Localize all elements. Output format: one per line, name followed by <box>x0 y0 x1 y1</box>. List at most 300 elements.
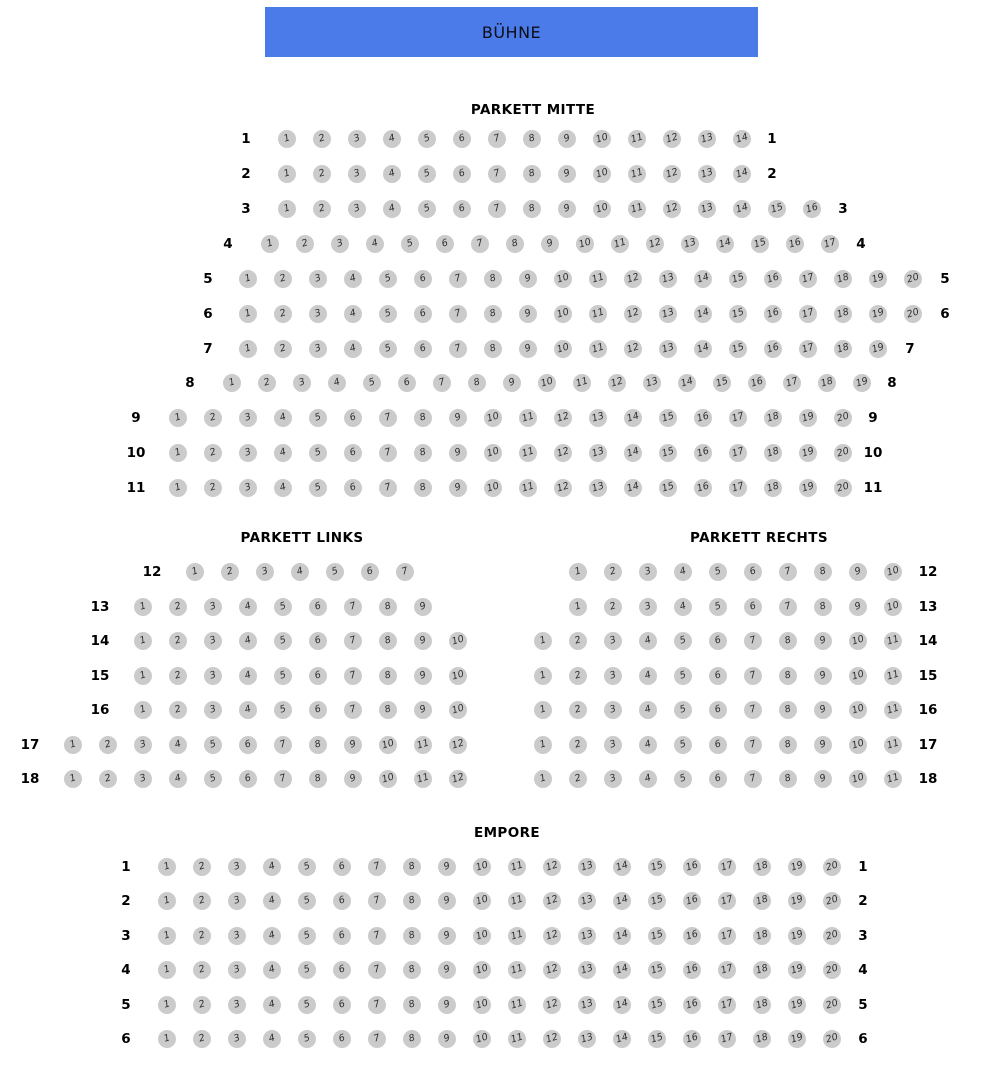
seat-parkett-mitte-row7-11[interactable] <box>589 340 607 358</box>
seat-parkett-mitte-row7-15[interactable] <box>729 340 747 358</box>
seat-parkett-mitte-row10-11[interactable] <box>519 444 537 462</box>
seat-parkett-links-row16-7[interactable] <box>344 701 362 719</box>
seat-parkett-mitte-row8-2[interactable] <box>258 374 276 392</box>
seat-empore-row5-17[interactable] <box>718 996 736 1014</box>
seat-parkett-mitte-row9-15[interactable] <box>659 409 677 427</box>
seat-parkett-rechts-row12-7[interactable] <box>779 563 797 581</box>
seat-parkett-rechts-row18-11[interactable] <box>884 770 902 788</box>
seat-parkett-rechts-row12-4[interactable] <box>674 563 692 581</box>
seat-parkett-mitte-row9-1[interactable] <box>169 409 187 427</box>
seat-parkett-mitte-row1-4[interactable] <box>383 130 401 148</box>
seat-empore-row3-10[interactable] <box>473 927 491 945</box>
seat-parkett-rechts-row15-5[interactable] <box>674 667 692 685</box>
seat-parkett-mitte-row1-11[interactable] <box>628 130 646 148</box>
seat-empore-row1-3[interactable] <box>228 858 246 876</box>
seat-parkett-mitte-row10-1[interactable] <box>169 444 187 462</box>
seat-parkett-links-row12-1[interactable] <box>186 563 204 581</box>
seat-parkett-rechts-row15-9[interactable] <box>814 667 832 685</box>
seat-empore-row1-6[interactable] <box>333 858 351 876</box>
seat-parkett-links-row14-4[interactable] <box>239 632 257 650</box>
seat-empore-row5-2[interactable] <box>193 996 211 1014</box>
seat-empore-row3-15[interactable] <box>648 927 666 945</box>
seat-parkett-links-row18-6[interactable] <box>239 770 257 788</box>
seat-parkett-mitte-row10-8[interactable] <box>414 444 432 462</box>
seat-empore-row4-15[interactable] <box>648 961 666 979</box>
seat-parkett-mitte-row2-6[interactable] <box>453 165 471 183</box>
seat-parkett-mitte-row3-7[interactable] <box>488 200 506 218</box>
seat-parkett-mitte-row8-4[interactable] <box>328 374 346 392</box>
seat-parkett-mitte-row4-15[interactable] <box>751 235 769 253</box>
seat-parkett-mitte-row10-5[interactable] <box>309 444 327 462</box>
seat-parkett-links-row15-7[interactable] <box>344 667 362 685</box>
seat-parkett-mitte-row10-17[interactable] <box>729 444 747 462</box>
seat-parkett-rechts-row17-3[interactable] <box>604 736 622 754</box>
seat-parkett-mitte-row5-10[interactable] <box>554 270 572 288</box>
seat-empore-row6-3[interactable] <box>228 1030 246 1048</box>
seat-empore-row4-6[interactable] <box>333 961 351 979</box>
seat-parkett-mitte-row6-8[interactable] <box>484 305 502 323</box>
seat-parkett-links-row18-7[interactable] <box>274 770 292 788</box>
seat-parkett-mitte-row11-20[interactable] <box>834 479 852 497</box>
seat-empore-row4-13[interactable] <box>578 961 596 979</box>
seat-empore-row1-5[interactable] <box>298 858 316 876</box>
seat-parkett-rechts-row14-8[interactable] <box>779 632 797 650</box>
seat-parkett-mitte-row2-3[interactable] <box>348 165 366 183</box>
seat-parkett-rechts-row14-4[interactable] <box>639 632 657 650</box>
seat-empore-row6-12[interactable] <box>543 1030 561 1048</box>
seat-parkett-mitte-row11-15[interactable] <box>659 479 677 497</box>
seat-parkett-mitte-row6-2[interactable] <box>274 305 292 323</box>
seat-parkett-mitte-row7-9[interactable] <box>519 340 537 358</box>
seat-parkett-links-row15-1[interactable] <box>134 667 152 685</box>
seat-empore-row5-3[interactable] <box>228 996 246 1014</box>
seat-empore-row5-4[interactable] <box>263 996 281 1014</box>
seat-parkett-links-row12-6[interactable] <box>361 563 379 581</box>
seat-parkett-rechts-row17-2[interactable] <box>569 736 587 754</box>
seat-parkett-links-row12-4[interactable] <box>291 563 309 581</box>
seat-parkett-rechts-row18-9[interactable] <box>814 770 832 788</box>
seat-parkett-mitte-row5-11[interactable] <box>589 270 607 288</box>
seat-parkett-mitte-row6-12[interactable] <box>624 305 642 323</box>
seat-parkett-mitte-row11-9[interactable] <box>449 479 467 497</box>
seat-empore-row4-5[interactable] <box>298 961 316 979</box>
seat-empore-row3-9[interactable] <box>438 927 456 945</box>
seat-parkett-mitte-row10-15[interactable] <box>659 444 677 462</box>
seat-parkett-rechts-row17-6[interactable] <box>709 736 727 754</box>
seat-parkett-mitte-row5-18[interactable] <box>834 270 852 288</box>
seat-parkett-mitte-row9-6[interactable] <box>344 409 362 427</box>
seat-parkett-rechts-row18-7[interactable] <box>744 770 762 788</box>
seat-parkett-links-row18-3[interactable] <box>134 770 152 788</box>
seat-parkett-rechts-row15-11[interactable] <box>884 667 902 685</box>
seat-parkett-mitte-row4-4[interactable] <box>366 235 384 253</box>
seat-parkett-mitte-row2-11[interactable] <box>628 165 646 183</box>
seat-empore-row5-5[interactable] <box>298 996 316 1014</box>
seat-empore-row2-4[interactable] <box>263 892 281 910</box>
seat-parkett-rechts-row14-7[interactable] <box>744 632 762 650</box>
seat-empore-row1-19[interactable] <box>788 858 806 876</box>
seat-empore-row3-17[interactable] <box>718 927 736 945</box>
seat-empore-row1-14[interactable] <box>613 858 631 876</box>
seat-parkett-mitte-row4-16[interactable] <box>786 235 804 253</box>
seat-parkett-rechts-row17-8[interactable] <box>779 736 797 754</box>
seat-parkett-mitte-row3-13[interactable] <box>698 200 716 218</box>
seat-parkett-mitte-row5-9[interactable] <box>519 270 537 288</box>
seat-parkett-mitte-row10-13[interactable] <box>589 444 607 462</box>
seat-empore-row3-13[interactable] <box>578 927 596 945</box>
seat-parkett-mitte-row3-1[interactable] <box>278 200 296 218</box>
seat-empore-row2-16[interactable] <box>683 892 701 910</box>
seat-parkett-mitte-row7-8[interactable] <box>484 340 502 358</box>
seat-empore-row5-8[interactable] <box>403 996 421 1014</box>
seat-parkett-links-row14-7[interactable] <box>344 632 362 650</box>
seat-parkett-mitte-row1-7[interactable] <box>488 130 506 148</box>
seat-parkett-rechts-row12-3[interactable] <box>639 563 657 581</box>
seat-parkett-rechts-row16-4[interactable] <box>639 701 657 719</box>
seat-parkett-mitte-row8-12[interactable] <box>608 374 626 392</box>
seat-parkett-mitte-row9-4[interactable] <box>274 409 292 427</box>
seat-parkett-links-row17-12[interactable] <box>449 736 467 754</box>
seat-parkett-mitte-row4-13[interactable] <box>681 235 699 253</box>
seat-empore-row6-7[interactable] <box>368 1030 386 1048</box>
seat-empore-row4-4[interactable] <box>263 961 281 979</box>
seat-empore-row5-15[interactable] <box>648 996 666 1014</box>
seat-parkett-links-row17-9[interactable] <box>344 736 362 754</box>
seat-parkett-mitte-row11-8[interactable] <box>414 479 432 497</box>
seat-parkett-mitte-row5-15[interactable] <box>729 270 747 288</box>
seat-parkett-rechts-row15-1[interactable] <box>534 667 552 685</box>
seat-parkett-mitte-row3-2[interactable] <box>313 200 331 218</box>
seat-empore-row5-12[interactable] <box>543 996 561 1014</box>
seat-parkett-rechts-row15-3[interactable] <box>604 667 622 685</box>
seat-parkett-mitte-row2-1[interactable] <box>278 165 296 183</box>
seat-parkett-links-row15-8[interactable] <box>379 667 397 685</box>
seat-parkett-mitte-row6-3[interactable] <box>309 305 327 323</box>
seat-parkett-mitte-row7-18[interactable] <box>834 340 852 358</box>
seat-empore-row3-11[interactable] <box>508 927 526 945</box>
seat-parkett-rechts-row16-7[interactable] <box>744 701 762 719</box>
seat-empore-row2-13[interactable] <box>578 892 596 910</box>
seat-empore-row2-5[interactable] <box>298 892 316 910</box>
seat-parkett-mitte-row9-2[interactable] <box>204 409 222 427</box>
seat-parkett-mitte-row11-16[interactable] <box>694 479 712 497</box>
seat-empore-row6-17[interactable] <box>718 1030 736 1048</box>
seat-parkett-mitte-row11-17[interactable] <box>729 479 747 497</box>
seat-parkett-mitte-row6-19[interactable] <box>869 305 887 323</box>
seat-parkett-mitte-row6-4[interactable] <box>344 305 362 323</box>
seat-parkett-mitte-row7-5[interactable] <box>379 340 397 358</box>
seat-parkett-rechts-row14-3[interactable] <box>604 632 622 650</box>
seat-empore-row1-11[interactable] <box>508 858 526 876</box>
seat-parkett-links-row17-7[interactable] <box>274 736 292 754</box>
seat-empore-row4-16[interactable] <box>683 961 701 979</box>
seat-parkett-rechts-row12-9[interactable] <box>849 563 867 581</box>
seat-parkett-mitte-row7-7[interactable] <box>449 340 467 358</box>
seat-parkett-mitte-row8-11[interactable] <box>573 374 591 392</box>
seat-parkett-mitte-row11-12[interactable] <box>554 479 572 497</box>
seat-empore-row6-11[interactable] <box>508 1030 526 1048</box>
seat-parkett-mitte-row4-14[interactable] <box>716 235 734 253</box>
seat-empore-row1-4[interactable] <box>263 858 281 876</box>
seat-parkett-links-row15-3[interactable] <box>204 667 222 685</box>
seat-empore-row3-14[interactable] <box>613 927 631 945</box>
seat-parkett-mitte-row6-14[interactable] <box>694 305 712 323</box>
seat-parkett-mitte-row9-18[interactable] <box>764 409 782 427</box>
seat-empore-row1-15[interactable] <box>648 858 666 876</box>
seat-parkett-mitte-row5-12[interactable] <box>624 270 642 288</box>
seat-parkett-mitte-row6-18[interactable] <box>834 305 852 323</box>
seat-parkett-mitte-row6-10[interactable] <box>554 305 572 323</box>
seat-parkett-rechts-row14-10[interactable] <box>849 632 867 650</box>
seat-parkett-rechts-row13-4[interactable] <box>674 598 692 616</box>
seat-parkett-mitte-row7-6[interactable] <box>414 340 432 358</box>
seat-parkett-rechts-row13-5[interactable] <box>709 598 727 616</box>
seat-parkett-rechts-row16-6[interactable] <box>709 701 727 719</box>
seat-parkett-mitte-row3-3[interactable] <box>348 200 366 218</box>
seat-parkett-links-row12-3[interactable] <box>256 563 274 581</box>
seat-empore-row6-14[interactable] <box>613 1030 631 1048</box>
seat-parkett-rechts-row14-11[interactable] <box>884 632 902 650</box>
seat-parkett-mitte-row8-14[interactable] <box>678 374 696 392</box>
seat-empore-row2-1[interactable] <box>158 892 176 910</box>
seat-parkett-mitte-row6-7[interactable] <box>449 305 467 323</box>
seat-parkett-mitte-row4-5[interactable] <box>401 235 419 253</box>
seat-parkett-rechts-row15-8[interactable] <box>779 667 797 685</box>
seat-empore-row3-2[interactable] <box>193 927 211 945</box>
seat-parkett-mitte-row8-8[interactable] <box>468 374 486 392</box>
seat-parkett-rechts-row17-11[interactable] <box>884 736 902 754</box>
seat-parkett-mitte-row4-12[interactable] <box>646 235 664 253</box>
seat-parkett-mitte-row11-19[interactable] <box>799 479 817 497</box>
seat-parkett-mitte-row4-7[interactable] <box>471 235 489 253</box>
seat-empore-row2-9[interactable] <box>438 892 456 910</box>
seat-parkett-rechts-row12-5[interactable] <box>709 563 727 581</box>
seat-empore-row3-4[interactable] <box>263 927 281 945</box>
seat-parkett-links-row16-6[interactable] <box>309 701 327 719</box>
seat-parkett-mitte-row8-18[interactable] <box>818 374 836 392</box>
seat-parkett-mitte-row9-5[interactable] <box>309 409 327 427</box>
seat-parkett-rechts-row13-6[interactable] <box>744 598 762 616</box>
seat-empore-row4-1[interactable] <box>158 961 176 979</box>
seat-parkett-mitte-row5-2[interactable] <box>274 270 292 288</box>
seat-parkett-rechts-row15-7[interactable] <box>744 667 762 685</box>
seat-parkett-mitte-row2-10[interactable] <box>593 165 611 183</box>
seat-parkett-mitte-row4-11[interactable] <box>611 235 629 253</box>
seat-parkett-links-row16-2[interactable] <box>169 701 187 719</box>
seat-empore-row6-20[interactable] <box>823 1030 841 1048</box>
seat-parkett-mitte-row7-14[interactable] <box>694 340 712 358</box>
seat-empore-row6-16[interactable] <box>683 1030 701 1048</box>
seat-parkett-mitte-row9-19[interactable] <box>799 409 817 427</box>
seat-empore-row5-11[interactable] <box>508 996 526 1014</box>
seat-parkett-mitte-row10-4[interactable] <box>274 444 292 462</box>
seat-parkett-mitte-row4-17[interactable] <box>821 235 839 253</box>
seat-empore-row6-18[interactable] <box>753 1030 771 1048</box>
seat-empore-row2-12[interactable] <box>543 892 561 910</box>
seat-parkett-links-row15-5[interactable] <box>274 667 292 685</box>
seat-empore-row5-9[interactable] <box>438 996 456 1014</box>
seat-empore-row3-19[interactable] <box>788 927 806 945</box>
seat-parkett-mitte-row1-2[interactable] <box>313 130 331 148</box>
seat-parkett-mitte-row5-4[interactable] <box>344 270 362 288</box>
seat-empore-row3-16[interactable] <box>683 927 701 945</box>
seat-parkett-mitte-row7-17[interactable] <box>799 340 817 358</box>
seat-empore-row5-6[interactable] <box>333 996 351 1014</box>
seat-parkett-mitte-row6-20[interactable] <box>904 305 922 323</box>
seat-parkett-mitte-row11-18[interactable] <box>764 479 782 497</box>
seat-parkett-mitte-row11-13[interactable] <box>589 479 607 497</box>
seat-parkett-links-row15-4[interactable] <box>239 667 257 685</box>
seat-empore-row4-8[interactable] <box>403 961 421 979</box>
seat-parkett-rechts-row12-10[interactable] <box>884 563 902 581</box>
seat-parkett-mitte-row10-6[interactable] <box>344 444 362 462</box>
seat-empore-row2-14[interactable] <box>613 892 631 910</box>
seat-parkett-links-row18-9[interactable] <box>344 770 362 788</box>
seat-empore-row1-9[interactable] <box>438 858 456 876</box>
seat-parkett-mitte-row3-12[interactable] <box>663 200 681 218</box>
seat-parkett-mitte-row1-6[interactable] <box>453 130 471 148</box>
seat-parkett-rechts-row18-6[interactable] <box>709 770 727 788</box>
seat-parkett-mitte-row8-5[interactable] <box>363 374 381 392</box>
seat-parkett-mitte-row6-5[interactable] <box>379 305 397 323</box>
seat-parkett-mitte-row7-12[interactable] <box>624 340 642 358</box>
seat-parkett-rechts-row16-10[interactable] <box>849 701 867 719</box>
seat-parkett-mitte-row10-10[interactable] <box>484 444 502 462</box>
seat-parkett-rechts-row13-1[interactable] <box>569 598 587 616</box>
seat-parkett-links-row17-8[interactable] <box>309 736 327 754</box>
seat-parkett-rechts-row18-10[interactable] <box>849 770 867 788</box>
seat-parkett-mitte-row9-3[interactable] <box>239 409 257 427</box>
seat-parkett-mitte-row8-6[interactable] <box>398 374 416 392</box>
seat-parkett-mitte-row4-3[interactable] <box>331 235 349 253</box>
seat-parkett-rechts-row13-3[interactable] <box>639 598 657 616</box>
seat-empore-row2-10[interactable] <box>473 892 491 910</box>
seat-parkett-rechts-row13-7[interactable] <box>779 598 797 616</box>
seat-parkett-links-row14-2[interactable] <box>169 632 187 650</box>
seat-parkett-mitte-row4-2[interactable] <box>296 235 314 253</box>
seat-parkett-links-row16-1[interactable] <box>134 701 152 719</box>
seat-empore-row3-8[interactable] <box>403 927 421 945</box>
seat-parkett-mitte-row7-19[interactable] <box>869 340 887 358</box>
seat-parkett-links-row16-10[interactable] <box>449 701 467 719</box>
seat-parkett-links-row12-2[interactable] <box>221 563 239 581</box>
seat-parkett-mitte-row9-20[interactable] <box>834 409 852 427</box>
seat-empore-row3-3[interactable] <box>228 927 246 945</box>
seat-parkett-mitte-row9-16[interactable] <box>694 409 712 427</box>
seat-parkett-mitte-row10-16[interactable] <box>694 444 712 462</box>
seat-parkett-mitte-row1-1[interactable] <box>278 130 296 148</box>
seat-parkett-links-row18-10[interactable] <box>379 770 397 788</box>
seat-parkett-rechts-row12-8[interactable] <box>814 563 832 581</box>
seat-empore-row6-8[interactable] <box>403 1030 421 1048</box>
seat-empore-row6-2[interactable] <box>193 1030 211 1048</box>
seat-empore-row3-1[interactable] <box>158 927 176 945</box>
seat-parkett-links-row13-8[interactable] <box>379 598 397 616</box>
seat-parkett-mitte-row9-11[interactable] <box>519 409 537 427</box>
seat-parkett-mitte-row8-10[interactable] <box>538 374 556 392</box>
seat-parkett-mitte-row9-17[interactable] <box>729 409 747 427</box>
seat-parkett-mitte-row11-14[interactable] <box>624 479 642 497</box>
seat-parkett-mitte-row1-9[interactable] <box>558 130 576 148</box>
seat-parkett-mitte-row1-3[interactable] <box>348 130 366 148</box>
seat-empore-row1-13[interactable] <box>578 858 596 876</box>
seat-empore-row2-20[interactable] <box>823 892 841 910</box>
seat-parkett-rechts-row16-3[interactable] <box>604 701 622 719</box>
seat-parkett-mitte-row6-16[interactable] <box>764 305 782 323</box>
seat-empore-row6-6[interactable] <box>333 1030 351 1048</box>
seat-empore-row2-3[interactable] <box>228 892 246 910</box>
seat-parkett-rechts-row17-10[interactable] <box>849 736 867 754</box>
seat-parkett-links-row15-2[interactable] <box>169 667 187 685</box>
seat-parkett-mitte-row11-5[interactable] <box>309 479 327 497</box>
seat-parkett-mitte-row8-1[interactable] <box>223 374 241 392</box>
seat-parkett-mitte-row1-14[interactable] <box>733 130 751 148</box>
seat-parkett-mitte-row8-16[interactable] <box>748 374 766 392</box>
seat-parkett-mitte-row2-4[interactable] <box>383 165 401 183</box>
seat-empore-row1-20[interactable] <box>823 858 841 876</box>
seat-empore-row2-8[interactable] <box>403 892 421 910</box>
seat-parkett-links-row13-2[interactable] <box>169 598 187 616</box>
seat-empore-row5-16[interactable] <box>683 996 701 1014</box>
seat-parkett-rechts-row14-1[interactable] <box>534 632 552 650</box>
seat-parkett-rechts-row16-11[interactable] <box>884 701 902 719</box>
seat-empore-row4-12[interactable] <box>543 961 561 979</box>
seat-parkett-mitte-row11-2[interactable] <box>204 479 222 497</box>
seat-parkett-links-row18-11[interactable] <box>414 770 432 788</box>
seat-parkett-mitte-row8-17[interactable] <box>783 374 801 392</box>
seat-parkett-mitte-row10-19[interactable] <box>799 444 817 462</box>
seat-parkett-rechts-row16-5[interactable] <box>674 701 692 719</box>
seat-parkett-mitte-row10-20[interactable] <box>834 444 852 462</box>
seat-empore-row6-1[interactable] <box>158 1030 176 1048</box>
seat-empore-row4-2[interactable] <box>193 961 211 979</box>
seat-empore-row4-20[interactable] <box>823 961 841 979</box>
seat-empore-row6-5[interactable] <box>298 1030 316 1048</box>
seat-empore-row3-12[interactable] <box>543 927 561 945</box>
seat-parkett-rechts-row17-7[interactable] <box>744 736 762 754</box>
seat-parkett-mitte-row5-14[interactable] <box>694 270 712 288</box>
seat-empore-row3-7[interactable] <box>368 927 386 945</box>
seat-parkett-mitte-row4-1[interactable] <box>261 235 279 253</box>
seat-empore-row2-6[interactable] <box>333 892 351 910</box>
seat-parkett-rechts-row14-6[interactable] <box>709 632 727 650</box>
seat-parkett-links-row13-7[interactable] <box>344 598 362 616</box>
seat-empore-row6-10[interactable] <box>473 1030 491 1048</box>
seat-parkett-mitte-row9-14[interactable] <box>624 409 642 427</box>
seat-empore-row6-19[interactable] <box>788 1030 806 1048</box>
seat-empore-row2-7[interactable] <box>368 892 386 910</box>
seat-empore-row1-1[interactable] <box>158 858 176 876</box>
seat-parkett-links-row17-3[interactable] <box>134 736 152 754</box>
seat-parkett-links-row16-9[interactable] <box>414 701 432 719</box>
seat-empore-row1-17[interactable] <box>718 858 736 876</box>
seat-parkett-mitte-row10-9[interactable] <box>449 444 467 462</box>
seat-empore-row4-11[interactable] <box>508 961 526 979</box>
seat-parkett-mitte-row5-13[interactable] <box>659 270 677 288</box>
seat-parkett-links-row14-10[interactable] <box>449 632 467 650</box>
seat-parkett-mitte-row6-9[interactable] <box>519 305 537 323</box>
seat-empore-row2-15[interactable] <box>648 892 666 910</box>
seat-parkett-mitte-row4-9[interactable] <box>541 235 559 253</box>
seat-parkett-links-row18-5[interactable] <box>204 770 222 788</box>
seat-parkett-links-row16-4[interactable] <box>239 701 257 719</box>
seat-parkett-mitte-row3-9[interactable] <box>558 200 576 218</box>
seat-parkett-mitte-row11-4[interactable] <box>274 479 292 497</box>
seat-parkett-mitte-row7-10[interactable] <box>554 340 572 358</box>
seat-parkett-mitte-row3-15[interactable] <box>768 200 786 218</box>
seat-parkett-mitte-row7-3[interactable] <box>309 340 327 358</box>
seat-empore-row4-7[interactable] <box>368 961 386 979</box>
